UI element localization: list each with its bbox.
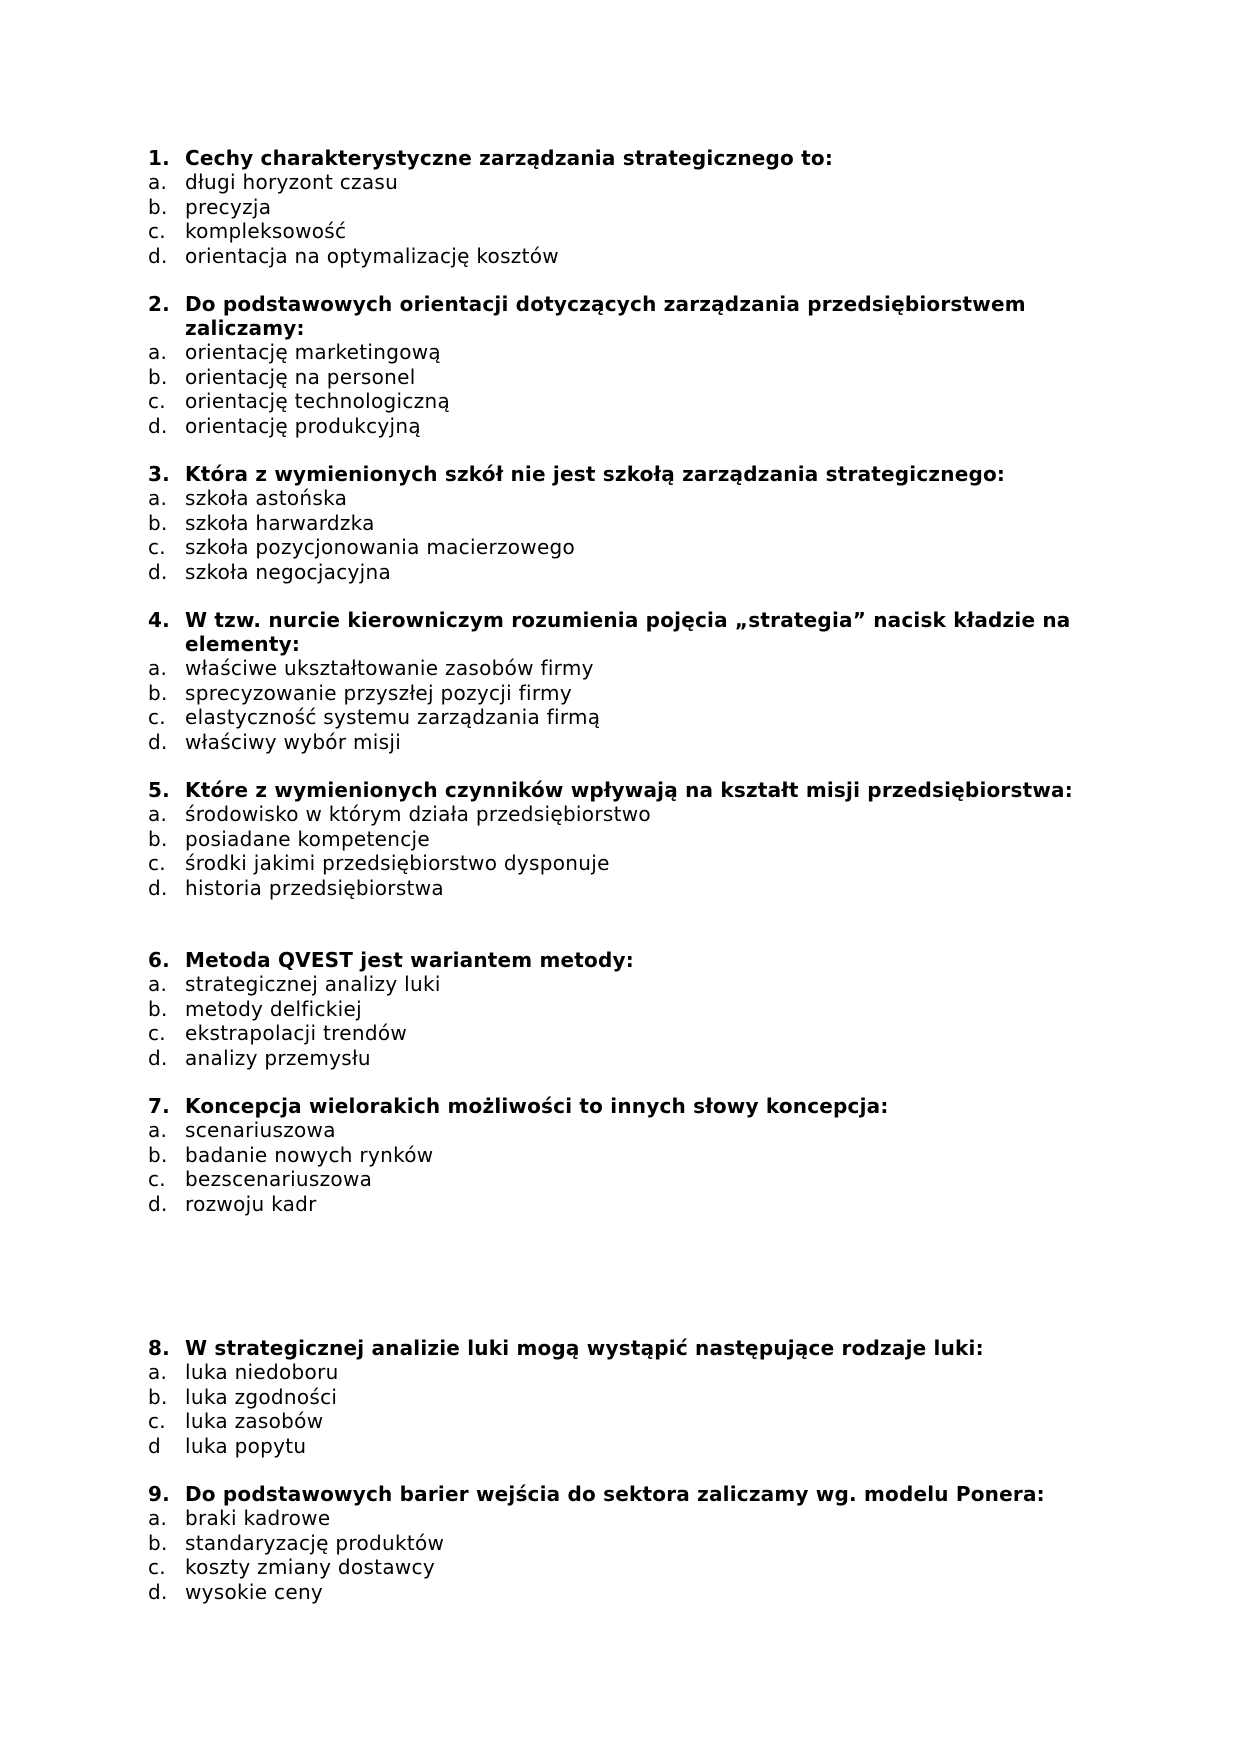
option-letter: a. xyxy=(148,972,168,996)
option-letter: a. xyxy=(148,340,168,364)
option-text: orientację technologiczną xyxy=(185,389,451,413)
option-text: luka zgodności xyxy=(185,1384,338,1409)
option-text: orientację produkcyjną xyxy=(185,413,421,438)
question-text: Które z wymienionych czynników wpływają na kształt misji przedsiębiorstwa: xyxy=(185,778,1073,802)
option-text: wysokie ceny xyxy=(185,1579,324,1604)
option-letter: d. xyxy=(148,413,168,438)
option-item xyxy=(148,656,1088,681)
option-text: środki jakimi przedsiębiorstwo dysponuje xyxy=(185,851,610,875)
question-heading xyxy=(148,608,1088,656)
option-text: braki kadrowe xyxy=(185,1506,331,1530)
question-3 xyxy=(148,462,1088,584)
option-item xyxy=(148,1580,1088,1605)
option-item xyxy=(148,340,1088,365)
question-heading xyxy=(148,948,1088,972)
option-item xyxy=(148,1506,1088,1531)
option-item xyxy=(148,1409,1088,1434)
question-number: 1. xyxy=(148,146,170,170)
question-6 xyxy=(148,948,1088,1070)
question-heading xyxy=(148,1336,1088,1360)
option-text: kompleksowość xyxy=(185,219,347,243)
question-4 xyxy=(148,608,1088,754)
option-item xyxy=(148,486,1088,511)
option-letter: a. xyxy=(148,1360,168,1384)
option-letter: d. xyxy=(148,1045,168,1070)
option-item xyxy=(148,1531,1088,1556)
option-text: scenariuszowa xyxy=(185,1118,336,1142)
option-item xyxy=(148,997,1088,1022)
option-list xyxy=(148,656,1088,754)
option-item xyxy=(148,972,1088,997)
option-letter: d xyxy=(148,1433,161,1458)
option-item xyxy=(148,876,1088,901)
option-letter: b. xyxy=(148,364,168,389)
option-item xyxy=(148,414,1088,439)
option-text: luka niedoboru xyxy=(185,1360,339,1384)
option-letter: a. xyxy=(148,656,168,680)
question-1 xyxy=(148,146,1088,268)
option-text: koszty zmiany dostawcy xyxy=(185,1555,435,1579)
option-text: luka zasobów xyxy=(185,1409,324,1433)
option-letter: d. xyxy=(148,1191,168,1216)
option-text: analizy przemysłu xyxy=(185,1045,371,1070)
question-text: Która z wymienionych szkół nie jest szkołą zarządzania strategicznego: xyxy=(185,462,1006,486)
option-letter: c. xyxy=(148,1409,166,1433)
question-2 xyxy=(148,292,1088,438)
option-item xyxy=(148,730,1088,755)
option-text: środowisko w którym działa przedsiębiorstwo xyxy=(185,802,651,826)
question-7 xyxy=(148,1094,1088,1216)
option-text: rozwoju kadr xyxy=(185,1191,317,1216)
option-letter: d. xyxy=(148,243,168,268)
option-letter: a. xyxy=(148,802,168,826)
question-heading xyxy=(148,1094,1088,1118)
option-item xyxy=(148,1167,1088,1192)
option-letter: c. xyxy=(148,1555,166,1579)
option-letter: c. xyxy=(148,219,166,243)
option-item xyxy=(148,802,1088,827)
question-number: 6. xyxy=(148,948,170,972)
question-number: 4. xyxy=(148,608,170,632)
option-item xyxy=(148,827,1088,852)
option-letter: b. xyxy=(148,510,168,535)
option-item xyxy=(148,511,1088,536)
question-heading xyxy=(148,778,1088,802)
option-letter: a. xyxy=(148,486,168,510)
option-letter: c. xyxy=(148,389,166,413)
option-text: szkoła negocjacyjna xyxy=(185,559,392,584)
option-item xyxy=(148,1021,1088,1046)
question-heading xyxy=(148,462,1088,486)
option-text: orientację marketingową xyxy=(185,340,441,364)
option-text: właściwe ukształtowanie zasobów firmy xyxy=(185,656,594,680)
question-text: Do podstawowych orientacji dotyczących zarządzania przedsiębiorstwem zaliczamy: xyxy=(185,292,1026,340)
option-item xyxy=(148,851,1088,876)
option-letter: c. xyxy=(148,851,166,875)
option-list xyxy=(148,802,1088,900)
option-text: szkoła astońska xyxy=(185,486,348,510)
option-letter: b. xyxy=(148,194,168,219)
option-item xyxy=(148,1046,1088,1071)
question-number: 2. xyxy=(148,292,170,316)
question-number: 8. xyxy=(148,1336,170,1360)
option-item xyxy=(148,1434,1088,1459)
option-letter: a. xyxy=(148,1506,168,1530)
question-number: 5. xyxy=(148,778,170,802)
option-text: historia przedsiębiorstwa xyxy=(185,875,444,900)
option-letter: c. xyxy=(148,1167,166,1191)
question-8 xyxy=(148,1336,1088,1458)
option-letter: c. xyxy=(148,1021,166,1045)
question-5 xyxy=(148,778,1088,900)
option-item xyxy=(148,681,1088,706)
question-text: Metoda QVEST jest wariantem metody: xyxy=(185,948,634,972)
option-text: posiadane kompetencje xyxy=(185,826,431,851)
option-item xyxy=(148,244,1088,269)
option-text: precyzja xyxy=(185,194,272,219)
question-heading xyxy=(148,292,1088,340)
option-item xyxy=(148,170,1088,195)
option-text: ekstrapolacji trendów xyxy=(185,1021,408,1045)
option-item xyxy=(148,1143,1088,1168)
option-list xyxy=(148,170,1088,268)
option-text: orientacja na optymalizację kosztów xyxy=(185,243,559,268)
question-text: W tzw. nurcie kierowniczym rozumienia pojęcia „strategia” nacisk kładzie na elementy: xyxy=(185,608,1071,656)
option-letter: b. xyxy=(148,680,168,705)
option-letter: b. xyxy=(148,1142,168,1167)
option-letter: c. xyxy=(148,535,166,559)
option-text: luka popytu xyxy=(185,1433,307,1458)
option-text: bezscenariuszowa xyxy=(185,1167,373,1191)
option-text: orientację na personel xyxy=(185,364,416,389)
option-letter: b. xyxy=(148,826,168,851)
option-text: długi horyzont czasu xyxy=(185,170,399,194)
option-letter: c. xyxy=(148,705,166,729)
option-letter: a. xyxy=(148,170,168,194)
question-text: Koncepcja wielorakich możliwości to innych słowy koncepcja: xyxy=(185,1094,889,1118)
option-text: elastyczność systemu zarządzania firmą xyxy=(185,705,601,729)
option-letter: a. xyxy=(148,1118,168,1142)
option-letter: b. xyxy=(148,1384,168,1409)
option-item xyxy=(148,389,1088,414)
question-text: Do podstawowych barier wejścia do sektora zaliczamy wg. modelu Ponera: xyxy=(185,1482,1045,1506)
option-item xyxy=(148,705,1088,730)
question-9 xyxy=(148,1482,1088,1604)
question-number: 9. xyxy=(148,1482,170,1506)
question-text: Cechy charakterystyczne zarządzania strategicznego to: xyxy=(185,146,834,170)
question-number: 3. xyxy=(148,462,170,486)
option-item xyxy=(148,1360,1088,1385)
option-item xyxy=(148,1192,1088,1217)
option-list xyxy=(148,972,1088,1070)
option-letter: b. xyxy=(148,1530,168,1555)
option-list xyxy=(148,486,1088,584)
option-text: strategicznej analizy luki xyxy=(185,972,441,996)
option-item xyxy=(148,560,1088,585)
option-list xyxy=(148,1360,1088,1458)
option-text: szkoła pozycjonowania macierzowego xyxy=(185,535,576,559)
option-text: metody delfickiej xyxy=(185,996,363,1021)
question-heading xyxy=(148,146,1088,170)
option-text: właściwy wybór misji xyxy=(185,729,402,754)
option-letter: d. xyxy=(148,875,168,900)
option-item xyxy=(148,195,1088,220)
option-item xyxy=(148,1118,1088,1143)
option-letter: b. xyxy=(148,996,168,1021)
option-list xyxy=(148,1118,1088,1216)
option-item xyxy=(148,365,1088,390)
option-item xyxy=(148,1385,1088,1410)
question-text: W strategicznej analizie luki mogą wystąpić następujące rodzaje luki: xyxy=(185,1336,984,1360)
option-text: standaryzację produktów xyxy=(185,1530,445,1555)
option-list xyxy=(148,340,1088,438)
option-text: badanie nowych rynków xyxy=(185,1142,434,1167)
question-heading xyxy=(148,1482,1088,1506)
option-letter: d. xyxy=(148,559,168,584)
option-letter: d. xyxy=(148,729,168,754)
option-item xyxy=(148,219,1088,244)
option-text: szkoła harwardzka xyxy=(185,510,375,535)
question-number: 7. xyxy=(148,1094,170,1118)
option-text: sprecyzowanie przyszłej pozycji firmy xyxy=(185,680,572,705)
option-item xyxy=(148,535,1088,560)
option-list xyxy=(148,1506,1088,1604)
option-item xyxy=(148,1555,1088,1580)
option-letter: d. xyxy=(148,1579,168,1604)
